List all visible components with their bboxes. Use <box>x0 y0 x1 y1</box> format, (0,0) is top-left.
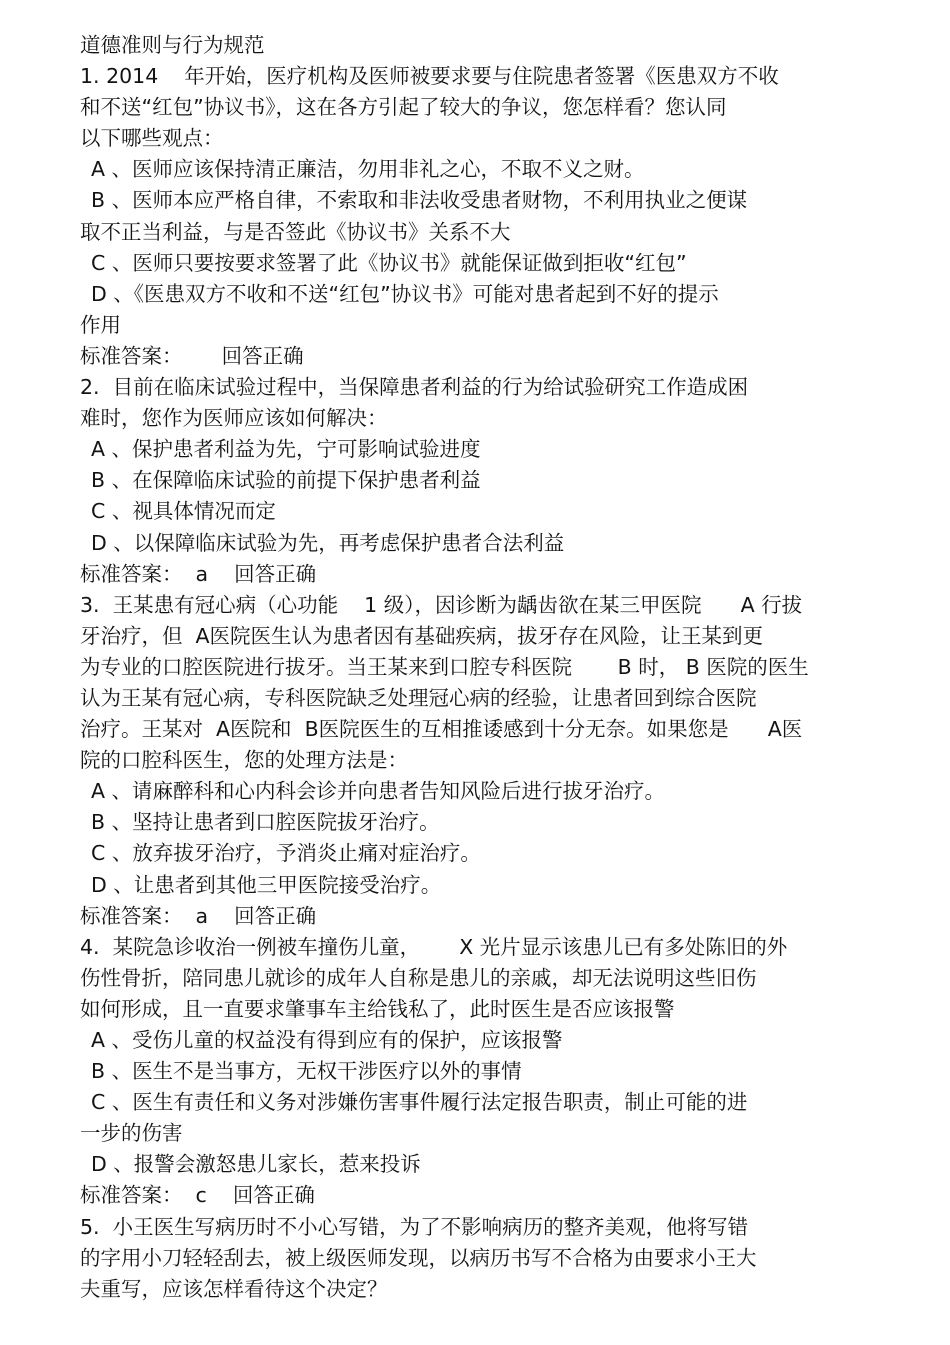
question-text-line: 难时，您作为医师应该如何解决： <box>80 406 388 431</box>
question-text-line: 以下哪些观点： <box>80 126 224 151</box>
question-text-line: 2. 目前在临床试验过程中，当保障患者利益的行为给试验研究工作造成困 <box>80 375 749 400</box>
question-text-line: 5. 小王医生写病历时不小心写错，为了不影响病历的整齐美观，他将写错 <box>80 1214 749 1239</box>
question-text-line: 的字用小刀轻轻刮去，被上级医师发现，以病历书写不合格为由要求小王大 <box>80 1245 757 1270</box>
standard-answer-line: 标准答案： a 回答正确 <box>80 561 317 586</box>
question-text-line: 为专业的口腔医院进行拔牙。当王某来到口腔专科医院 B 时， B 医院的医生 <box>80 654 809 679</box>
answer-option-line: B 、医师本应严格自律，不索取和非法收受患者财物，不利用执业之便谋 <box>91 188 748 213</box>
answer-option-line: A 、请麻醉科和心内科会诊并向患者告知风险后进行拔牙治疗。 <box>91 779 666 804</box>
question-text-line: 一步的伤害 <box>80 1121 183 1146</box>
question-text-line: 夫重写，应该怎样看待这个决定？ <box>80 1276 388 1301</box>
question-text-line: 牙治疗，但 A医院医生认为患者因有基础疾病，拔牙存在风险，让王某到更 <box>80 623 764 648</box>
answer-option-line: C 、医师只要按要求签署了此《协议书》就能保证做到拒收“红包” <box>91 250 687 275</box>
answer-option-line: A 、医师应该保持清正廉洁，勿用非礼之心，不取不义之财。 <box>91 157 645 182</box>
answer-option-line: B 、在保障临床试验的前提下保护患者利益 <box>91 468 481 493</box>
answer-option-line: B 、医生不是当事方，无权干涉医疗以外的事情 <box>91 1059 522 1084</box>
question-text-line: 取不正当利益，与是否签此《协议书》关系不大 <box>80 219 511 244</box>
question-text-line: 3. 王某患有冠心病（心功能 1 级），因诊断为龋齿欲在某三甲医院 A 行拔 <box>80 592 803 617</box>
question-text-line: 1. 2014 年开始，医疗机构及医师被要求要与住院患者签署《医患双方不收 <box>80 64 779 89</box>
answer-option-line: A 、受伤儿童的权益没有得到应有的保护，应该报警 <box>91 1028 563 1052</box>
question-text-line: 4. 某院急诊收治一例被车撞伤儿童， X 光片显示该患儿已有多处陈旧的外 <box>80 934 788 959</box>
question-text-line: 作用 <box>80 312 121 337</box>
question-text-line: 治疗。王某对 A医院和 B医院医生的互相推诿感到十分无奈。如果您是 A医 <box>80 717 803 742</box>
answer-option-line: D 、报警会激怒患儿家长，惹来投诉 <box>91 1152 421 1177</box>
document-title: 道德准则与行为规范 <box>80 33 265 57</box>
standard-answer-line: 标准答案： c 回答正确 <box>80 1183 315 1208</box>
answer-option-line: B 、坚持让患者到口腔医院拔牙治疗。 <box>91 810 440 835</box>
answer-option-line: C 、视具体情况而定 <box>91 499 276 524</box>
question-text-line: 如何形成，且一直要求肇事车主给钱私了，此时医生是否应该报警 <box>80 996 675 1021</box>
document-body <box>80 30 890 1305</box>
question-text-line: 伤性骨折，陪同患儿就诊的成年人自称是患儿的亲戚，却无法说明这些旧伤 <box>80 965 757 990</box>
standard-answer-line: 标准答案： a 回答正确 <box>80 903 317 928</box>
answer-option-line: D 、以保障临床试验为先，再考虑保护患者合法利益 <box>91 530 565 555</box>
document-lines <box>80 61 890 1305</box>
answer-option-line: D 、《医患双方不收和不送“红包”协议书》可能对患者起到不好的提示 <box>91 281 719 306</box>
answer-option-line: D 、让患者到其他三甲医院接受治疗。 <box>91 872 442 897</box>
answer-option-line: A 、保护患者利益为先，宁可影响试验进度 <box>91 437 481 462</box>
question-text-line: 和不送“红包”协议书》，这在各方引起了较大的争议，您怎样看？您认同 <box>80 95 727 120</box>
question-text-line: 院的口腔科医生，您的处理方法是： <box>80 748 408 773</box>
question-text-line: 认为王某有冠心病，专科医院缺乏处理冠心病的经验，让患者回到综合医院 <box>80 685 757 710</box>
standard-answer-line: 标准答案： 回答正确 <box>80 343 304 368</box>
answer-option-line: C 、医生有责任和义务对涉嫌伤害事件履行法定报告职责，制止可能的进 <box>91 1090 748 1115</box>
answer-option-line: C 、放弃拔牙治疗，予消炎止痛对症治疗。 <box>91 841 481 866</box>
